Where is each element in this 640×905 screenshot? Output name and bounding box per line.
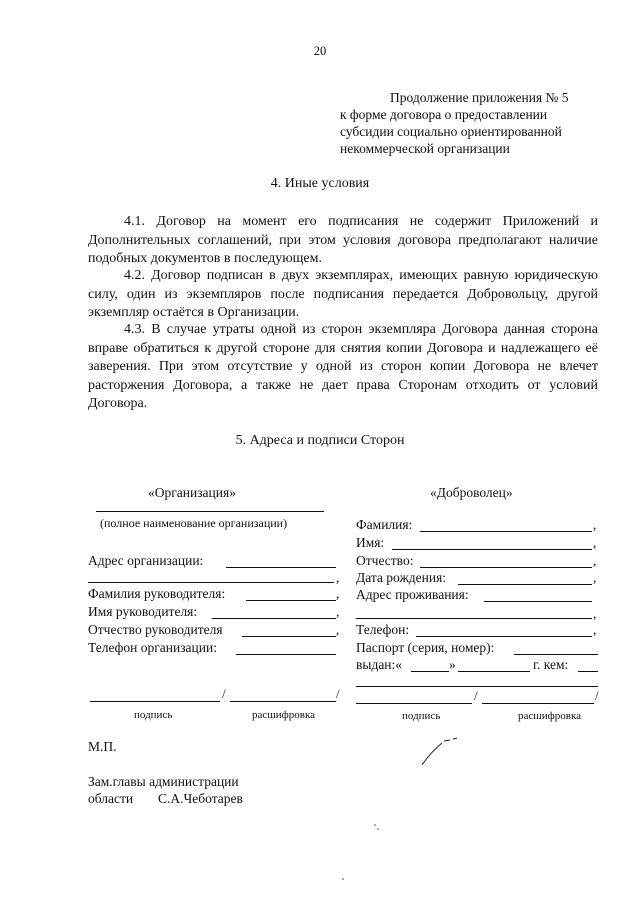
vol-issued-quote: » bbox=[449, 657, 456, 672]
org-signature-slash-1: / bbox=[222, 686, 226, 701]
signatory-name: С.А.Чеботарев bbox=[158, 791, 243, 806]
vol-signature-slash-2: / bbox=[595, 688, 599, 703]
section-4-title: 4. Иные условия bbox=[270, 176, 370, 191]
appendix-line-2: к форме договора о предоставлении bbox=[340, 107, 548, 122]
vol-issued-label: выдан:« bbox=[356, 657, 403, 672]
org-head-patronymic-line[interactable] bbox=[242, 636, 336, 637]
stamp-place: М.П. bbox=[88, 739, 117, 754]
org-signature-slash-2: / bbox=[336, 686, 340, 701]
vol-patronymic-line[interactable] bbox=[420, 567, 592, 568]
volunteer-header: «Доброволец» bbox=[430, 485, 513, 500]
org-head-patronymic-comma: , bbox=[336, 622, 340, 637]
vol-decode-caption: расшифровка bbox=[518, 710, 582, 722]
vol-patronymic-comma: , bbox=[593, 553, 597, 568]
org-signature-caption: подпись bbox=[134, 709, 173, 721]
vol-issued-month-line[interactable] bbox=[458, 671, 530, 672]
vol-signature-caption: подпись bbox=[402, 710, 441, 722]
vol-phone-label: Телефон: bbox=[356, 622, 410, 637]
vol-passport-label: Паспорт (серия, номер): bbox=[356, 640, 495, 655]
vol-issued-by-line[interactable] bbox=[578, 671, 598, 672]
vol-birth-date-comma: , bbox=[593, 570, 597, 585]
vol-phone-comma: , bbox=[593, 622, 597, 637]
vol-address-label: Адрес проживания: bbox=[356, 587, 469, 602]
org-address-line-2[interactable] bbox=[88, 582, 334, 583]
appendix-line-1: Продолжение приложения № 5 bbox=[390, 90, 569, 105]
vol-address-comma: , bbox=[593, 606, 597, 621]
org-head-last-name-label: Фамилия руководителя: bbox=[88, 586, 226, 601]
vol-last-name-label: Фамилия: bbox=[356, 517, 413, 532]
clause-4-2: 4.2. Договор подписан в двух экземплярах, имеющих равную юридическую силу, один из экземпляров после подписания передается Добровольцу, другой экземпляр остаётся в Организации. bbox=[88, 268, 598, 320]
vol-last-name-line[interactable] bbox=[420, 531, 592, 532]
vol-patronymic-label: Отчество: bbox=[356, 553, 414, 568]
handwritten-signature-mark bbox=[420, 735, 460, 767]
org-phone-line[interactable] bbox=[236, 654, 336, 655]
org-head-last-name-line[interactable] bbox=[246, 600, 336, 601]
vol-passport-line[interactable] bbox=[514, 654, 598, 655]
vol-signature-slash-1: / bbox=[474, 688, 478, 703]
vol-first-name-label: Имя: bbox=[356, 535, 385, 550]
vol-address-line-1[interactable] bbox=[484, 601, 592, 602]
vol-first-name-line[interactable] bbox=[392, 549, 592, 550]
org-name-line[interactable] bbox=[96, 511, 324, 512]
section-5-title: 5. Адреса и подписи Сторон bbox=[235, 433, 405, 448]
vol-issued-day-line[interactable] bbox=[411, 671, 449, 672]
org-address-label: Адрес организации: bbox=[88, 553, 204, 568]
clause-4-3: 4.3. В случае утраты одной из сторон экземпляра Договора данная сторона вправе обратиться к другой стороне для снятия копии Договора и надлежащего её заверения. При этом отсутствие у одной из сторон копии Договора не влечет расторжения Договора, а также не дает права Сторонам отходить от условий Договора. bbox=[88, 322, 598, 411]
org-head-last-name-comma: , bbox=[336, 586, 340, 601]
vol-decode-line[interactable] bbox=[482, 703, 594, 704]
vol-address-line-2[interactable] bbox=[356, 618, 592, 619]
appendix-line-3: субсидии социально ориентированной bbox=[340, 124, 562, 139]
org-signature-line[interactable] bbox=[90, 701, 220, 702]
appendix-line-4: некоммерческой организации bbox=[340, 141, 510, 156]
org-head-first-name-comma: , bbox=[336, 604, 340, 619]
org-head-first-name-line[interactable] bbox=[212, 618, 336, 619]
org-address-comma: , bbox=[336, 570, 340, 585]
org-head-first-name-label: Имя руководителя: bbox=[88, 604, 198, 619]
org-name-caption: (полное наименование организации) bbox=[100, 516, 288, 530]
org-decode-caption: расшифровка bbox=[252, 709, 316, 721]
vol-last-name-comma: , bbox=[593, 517, 597, 532]
scan-speck-2 bbox=[340, 876, 346, 882]
vol-birth-date-label: Дата рождения: bbox=[356, 570, 447, 585]
org-address-line-1[interactable] bbox=[226, 567, 336, 568]
vol-first-name-comma: , bbox=[593, 535, 597, 550]
vol-phone-line[interactable] bbox=[416, 636, 592, 637]
org-decode-line[interactable] bbox=[230, 701, 336, 702]
clause-4-1: 4.1. Договор на момент его подписания не содержит Приложений и Дополнительных соглашений, при этом условия договора предполагают наличие подобных документов в последующем. bbox=[88, 214, 598, 266]
signatory-region: области bbox=[88, 791, 134, 806]
organization-header: «Организация» bbox=[148, 485, 236, 500]
org-phone-label: Телефон организации: bbox=[88, 640, 217, 655]
vol-issued-year-label: г. кем: bbox=[533, 657, 569, 672]
page-number: 20 bbox=[313, 44, 327, 58]
scan-speck bbox=[372, 822, 382, 832]
vol-birth-date-line[interactable] bbox=[458, 584, 592, 585]
vol-issued-by-line-2[interactable] bbox=[356, 686, 598, 687]
org-head-patronymic-label: Отчество руководителя bbox=[88, 622, 223, 637]
appendix-header bbox=[340, 89, 600, 157]
vol-signature-line[interactable] bbox=[356, 703, 472, 704]
signatory-position: Зам.главы администрации bbox=[88, 774, 239, 789]
